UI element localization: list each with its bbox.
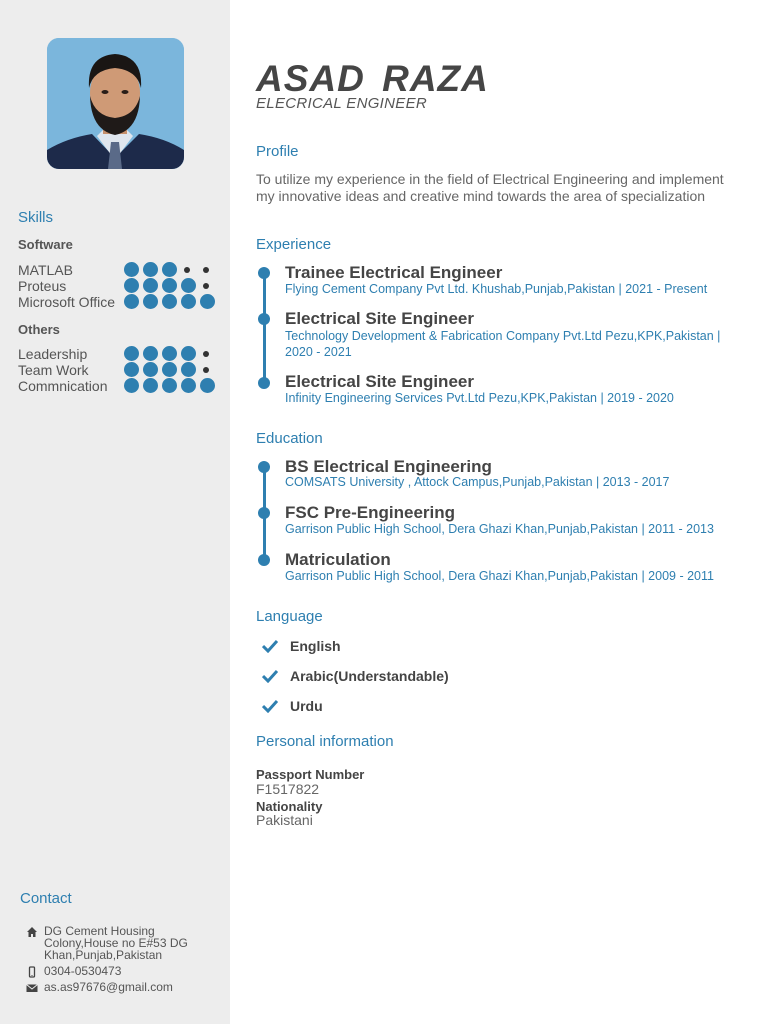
experience-timeline-line <box>263 272 266 384</box>
education-title: FSC Pre-Engineering <box>285 503 456 522</box>
skill-dot-filled <box>143 294 158 309</box>
skill-dot-filled <box>162 262 177 277</box>
skill-dot-empty <box>203 351 209 357</box>
skill-row-communication <box>18 378 218 394</box>
skill-row-matlab <box>18 262 218 278</box>
checkmark-icon <box>262 669 278 683</box>
contact-email <box>26 981 216 993</box>
experience-detail: Technology Development & Fabrication Company Pvt.Ltd Pezu,KPK,Pakistan | 2020 - 2021 <box>285 329 721 359</box>
skill-dot-filled <box>143 378 158 393</box>
email-link[interactable]: as.as97676@gmail.com <box>44 980 173 994</box>
skill-dot-filled <box>181 278 196 293</box>
skill-dot-filled <box>143 278 158 293</box>
skill-dot-filled <box>124 278 139 293</box>
skill-dot-filled <box>181 378 196 393</box>
education-detail: Garrison Public High School, Dera Ghazi Khan,Punjab,Pakistan | 2011 - 2013 <box>285 522 714 536</box>
skill-name: Microsoft Office <box>18 294 115 310</box>
skill-dot-filled <box>181 346 196 361</box>
skills-heading: Skills <box>18 209 54 226</box>
skill-dot-empty <box>203 367 209 373</box>
skill-dot-empty <box>184 267 190 273</box>
education-heading: Education <box>256 430 323 447</box>
timeline-dot <box>258 554 270 566</box>
skill-dot-filled <box>162 362 177 377</box>
skill-dot-filled <box>162 346 177 361</box>
language-name: Urdu <box>290 698 323 714</box>
others-heading: Others <box>18 322 60 337</box>
education-title: BS Electrical Engineering <box>285 457 492 476</box>
timeline-dot <box>258 377 270 389</box>
skill-dot-filled <box>181 362 196 377</box>
experience-title: Electrical Site Engineer <box>285 309 474 328</box>
skill-dot-filled <box>124 362 139 377</box>
skill-name: MATLAB <box>18 262 73 278</box>
skill-row-teamwork <box>18 362 218 378</box>
software-heading: Software <box>18 237 73 252</box>
skill-dot-filled <box>124 346 139 361</box>
profile-summary: To utilize my experience in the field of Electrical Engineering and implement my innovative ideas and creative mind towards the area of specialization <box>256 171 724 204</box>
experience-title: Trainee Electrical Engineer <box>285 263 503 282</box>
skill-dot-filled <box>200 378 215 393</box>
experience-detail: Infinity Engineering Services Pvt.Ltd Pezu,KPK,Pakistan | 2019 - 2020 <box>285 391 674 405</box>
language-name: Arabic(Understandable) <box>290 668 449 684</box>
contact-heading: Contact <box>20 890 72 907</box>
experience-heading: Experience <box>256 236 332 253</box>
education-detail: Garrison Public High School, Dera Ghazi Khan,Punjab,Pakistan | 2009 - 2011 <box>285 569 714 583</box>
education-title: Matriculation <box>285 550 391 569</box>
contact-phone <box>26 965 216 977</box>
nationality-label: Nationality <box>256 799 323 814</box>
home-icon <box>26 926 38 938</box>
passport-label: Passport Number <box>256 767 365 782</box>
experience-title: Electrical Site Engineer <box>285 372 474 391</box>
address-text: DG Cement Housing Colony,House no E#53 DG Khan,Punjab,Pakistan <box>44 924 188 962</box>
timeline-dot <box>258 267 270 279</box>
timeline-dot <box>258 313 270 325</box>
checkmark-icon <box>262 699 278 713</box>
skill-dot-filled <box>143 362 158 377</box>
phone-text[interactable]: 0304-0530473 <box>44 964 122 978</box>
profile-heading: Profile <box>256 143 299 160</box>
skill-dot-filled <box>200 294 215 309</box>
checkmark-icon <box>262 639 278 653</box>
mobile-phone-icon <box>26 966 38 978</box>
skill-dot-filled <box>124 378 139 393</box>
skill-row-proteus <box>18 278 218 294</box>
experience-detail: Flying Cement Company Pvt Ltd. Khushab,Punjab,Pakistan | 2021 - Present <box>285 282 708 296</box>
timeline-dot <box>258 461 270 473</box>
candidate-name: ASAD RAZA <box>256 58 489 99</box>
passport-value: F1517822 <box>256 781 320 797</box>
skill-dot-filled <box>143 346 158 361</box>
skill-dot-filled <box>181 294 196 309</box>
envelope-icon <box>26 982 38 994</box>
timeline-dot <box>258 507 270 519</box>
skill-dot-filled <box>162 294 177 309</box>
skill-dot-filled <box>162 378 177 393</box>
personal-info-heading: Personal information <box>256 733 394 750</box>
skill-dot-empty <box>203 283 209 289</box>
skill-dot-filled <box>124 262 139 277</box>
skill-dot-empty <box>203 267 209 273</box>
education-detail: COMSATS University , Attock Campus,Punjab,Pakistan | 2013 - 2017 <box>285 475 670 489</box>
sidebar <box>0 0 230 1024</box>
skill-dot-filled <box>162 278 177 293</box>
skill-dot-filled <box>143 262 158 277</box>
profile-photo <box>47 38 184 169</box>
nationality-value: Pakistani <box>256 812 313 828</box>
skill-name: Leadership <box>18 346 88 362</box>
skill-name: Team Work <box>18 362 89 378</box>
contact-address <box>26 925 216 961</box>
skill-row-office <box>18 294 218 310</box>
skill-row-leadership <box>18 346 218 362</box>
skill-dot-filled <box>124 294 139 309</box>
language-heading: Language <box>256 608 323 625</box>
skill-name: Commnication <box>18 378 108 394</box>
language-name: English <box>290 638 341 654</box>
skill-name: Proteus <box>18 278 67 294</box>
candidate-role: ELECRICAL ENGINEER <box>256 95 428 112</box>
